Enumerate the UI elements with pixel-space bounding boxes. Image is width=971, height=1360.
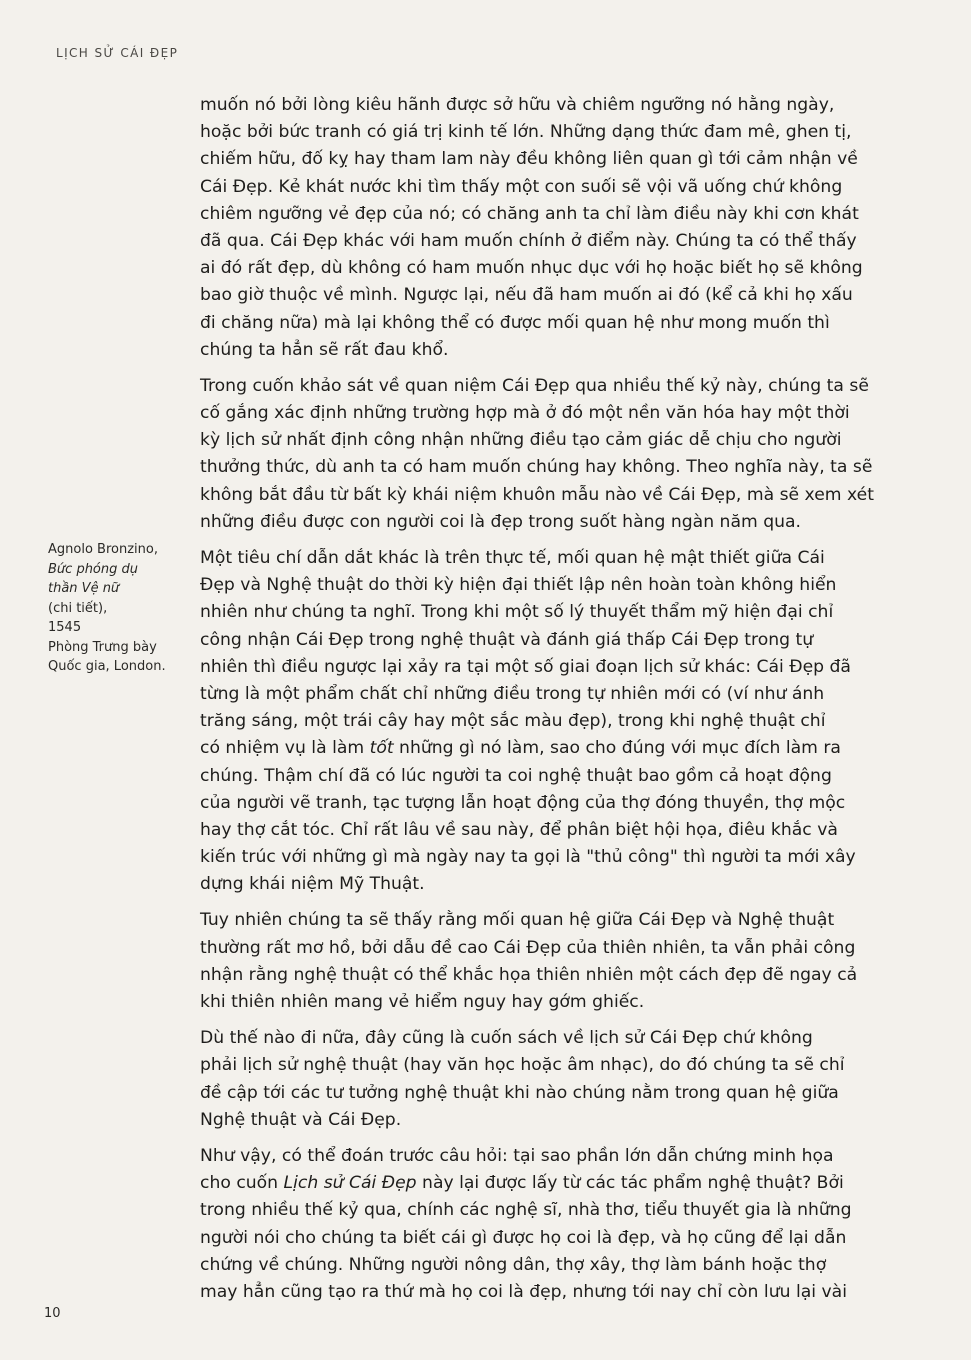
text-line [200, 627, 904, 654]
text-segment: kiến trúc với những gì mà ngày nay ta gọi là "thủ công" thì người ta mới xây [200, 847, 856, 868]
text-line [200, 228, 904, 255]
text-segment: của người vẽ tranh, tạc tượng lẫn hoạt động của thợ đóng thuyền, thợ mộc [200, 792, 846, 813]
text-segment: dựng khái niệm Mỹ Thuật. [200, 874, 425, 895]
text-line [200, 871, 904, 898]
text-line [200, 735, 904, 762]
text-segment: kỳ lịch sử nhất định công nhận những điều tạo cảm giác dễ chịu cho người [200, 430, 842, 451]
text-line [200, 545, 904, 572]
text-segment: đề cập tới các tư tưởng nghệ thuật khi nào chúng nằm trong quan hệ giữa [200, 1082, 839, 1103]
caption-title-line-2: thần Vệ nữ [48, 581, 120, 596]
paragraph [200, 373, 904, 536]
text-line [200, 1107, 904, 1134]
text-segment: chúng. Thậm chí đã có lúc người ta coi nghệ thuật bao gồm cả hoạt động [200, 765, 832, 786]
italic-text: tốt [369, 738, 394, 759]
text-line [200, 907, 904, 934]
text-segment: khi thiên nhiên mang vẻ hiểm nguy hay gớm ghiếc. [200, 992, 645, 1012]
text-segment: cho cuốn [200, 1173, 284, 1194]
text-segment: Tuy nhiên chúng ta sẽ thấy rằng mối quan hệ giữa Cái Đẹp và Nghệ thuật [200, 910, 835, 931]
text-segment: những gì nó làm, sao cho đúng với mục đích làm ra [393, 738, 841, 759]
text-segment: chúng ta hẳn sẽ rất đau khổ. [200, 339, 449, 360]
text-segment: Nghệ thuật và Cái Đẹp. [200, 1109, 402, 1130]
text-segment: hoặc bởi bức tranh có giá trị kinh tế lớn. Những dạng thức đam mê, ghen tị, [200, 122, 852, 143]
text-line [200, 1080, 904, 1107]
text-line [200, 201, 904, 228]
text-segment: muốn nó bởi lòng kiêu hãnh được sở hữu và chiêm ngưỡng nó hằng ngày, [200, 95, 835, 115]
text-line [200, 310, 904, 337]
text-line [200, 1025, 904, 1052]
text-line [200, 1279, 904, 1306]
text-line [200, 1052, 904, 1079]
text-segment: trong nhiều thế kỷ qua, chính các nghệ sĩ, nhà thơ, tiểu thuyết gia là những [200, 1200, 852, 1221]
text-line [200, 935, 904, 962]
italic-text: Lịch sử Cái Đẹp [283, 1173, 417, 1194]
paragraph [200, 1025, 904, 1134]
text-line [200, 572, 904, 599]
text-line [200, 1143, 904, 1170]
text-segment: những điều được con người coi là đẹp trong suốt hàng ngàn năm qua. [200, 511, 801, 532]
text-line [200, 654, 904, 681]
text-line [200, 400, 904, 427]
caption-title-line-1: Bức phóng dụ [48, 561, 138, 577]
text-segment: từng là một phẩm chất chỉ những điều trong tự nhiên mới có (ví như ánh [200, 683, 825, 704]
text-line [200, 599, 904, 626]
text-segment: hay thợ cắt tóc. Chỉ rất lâu về sau này, để phân biệt hội họa, điêu khắc và [200, 819, 838, 840]
text-line [200, 1197, 904, 1224]
paragraph [200, 1143, 904, 1306]
text-segment: không bắt đầu từ bất kỳ khái niệm khuôn mẫu nào về Cái Đẹp, mà sẽ xem xét [200, 484, 874, 505]
body-text [200, 92, 904, 1315]
text-segment: nhiên thì điều ngược lại xảy ra tại một số giai đoạn lịch sử khác: Cái Đẹp đã [200, 656, 851, 677]
caption-detail: (chi tiết), [48, 600, 108, 616]
paragraph [200, 545, 904, 898]
text-line [200, 844, 904, 871]
paragraph [200, 92, 904, 364]
text-segment: Dù thế nào đi nữa, đây cũng là cuốn sách về lịch sử Cái Đẹp chứ không [200, 1028, 813, 1049]
text-segment: Như vậy, có thể đoán trước câu hỏi: tại sao phần lớn dẫn chứng minh họa [200, 1145, 834, 1166]
text-segment: này lại được lấy từ các tác phẩm nghệ thuật? Bởi [416, 1173, 844, 1194]
caption-location-line-2: Quốc gia, London. [48, 659, 166, 674]
text-segment: đi chăng nữa) mà lại không thể có được mối quan hệ như mong muốn thì [200, 312, 830, 333]
text-segment: cố gắng xác định những trường hợp mà ở đó một nền văn hóa hay một thời [200, 403, 850, 424]
text-segment: thường rất mơ hồ, bởi dẫu đề cao Cái Đẹp của thiên nhiên, ta vẫn phải công [200, 937, 856, 958]
text-segment: ai đó rất đẹp, dù không có ham muốn nhục dục với họ hoặc biết họ sẽ không [200, 258, 863, 279]
text-line [200, 790, 904, 817]
text-segment: Trong cuốn khảo sát về quan niệm Cái Đẹp qua nhiều thế kỷ này, chúng ta sẽ [200, 375, 869, 396]
text-line [200, 989, 904, 1016]
text-line [200, 763, 904, 790]
text-segment: người nói cho chúng ta biết cái gì được họ coi là đẹp, và họ cũng để lại dẫn [200, 1227, 847, 1248]
text-segment: bao giờ thuộc về mình. Ngược lại, nếu đã ham muốn ai đó (kể cả khi họ xấu [200, 285, 853, 306]
text-line [200, 708, 904, 735]
text-line [200, 454, 904, 481]
paragraph [200, 907, 904, 1016]
text-segment: có nhiệm vụ là làm [200, 738, 370, 759]
caption-year: 1545 [48, 620, 82, 635]
text-segment: chiêm ngưỡng vẻ đẹp của nó; có chăng anh ta chỉ làm điều này khi cơn khát [200, 203, 859, 224]
running-head: LỊCH SỬ CÁI ĐẸP [56, 46, 179, 60]
text-line [200, 681, 904, 708]
text-line [200, 373, 904, 400]
text-line [200, 255, 904, 282]
text-segment: nhiên như chúng ta nghĩ. Trong khi một số lý thuyết thẩm mỹ hiện đại chỉ [200, 602, 834, 623]
text-segment: trăng sáng, một trái cây hay một sắc màu đẹp), trong khi nghệ thuật chỉ [200, 711, 826, 732]
page-number: 10 [44, 1306, 61, 1321]
text-segment: đã qua. Cái Đẹp khác với ham muốn chính ở điểm này. Chúng ta có thể thấy [200, 230, 857, 251]
text-segment: chiếm hữu, đố kỵ hay tham lam này đều không liên quan gì tới cảm nhận về [200, 149, 858, 170]
text-segment: Cái Đẹp. Kẻ khát nước khi tìm thấy một con suối sẽ vội vã uống chứ không [200, 176, 843, 197]
text-line [200, 817, 904, 844]
text-line [200, 92, 904, 119]
text-segment: công nhận Cái Đẹp trong nghệ thuật và đánh giá thấp Cái Đẹp trong tự [200, 629, 814, 650]
text-line [200, 427, 904, 454]
text-line [200, 482, 904, 509]
figure-caption [48, 540, 198, 677]
text-line [200, 119, 904, 146]
text-line [200, 337, 904, 364]
text-segment: thưởng thức, dù anh ta có ham muốn chúng hay không. Theo nghĩa này, ta sẽ [200, 457, 873, 478]
text-segment: chứng về chúng. Những người nông dân, thợ xây, thợ làm bánh hoặc thợ [200, 1254, 827, 1275]
text-line [200, 146, 904, 173]
caption-location-line-1: Phòng Trưng bày [48, 639, 157, 655]
text-line [200, 174, 904, 201]
text-segment: nhận rằng nghệ thuật có thể khắc họa thiên nhiên một cách đẹp đẽ ngay cả [200, 964, 858, 985]
text-segment: may hẳn cũng tạo ra thứ mà họ coi là đẹp, nhưng tới nay chỉ còn lưu lại vài [200, 1281, 847, 1302]
text-line [200, 509, 904, 536]
caption-artist: Agnolo Bronzino, [48, 542, 158, 557]
text-segment: phải lịch sử nghệ thuật (hay văn học hoặc âm nhạc), do đó chúng ta sẽ chỉ [200, 1055, 845, 1076]
text-segment: Một tiêu chí dẫn dắt khác là trên thực tế, mối quan hệ mật thiết giữa Cái [200, 548, 825, 568]
text-line [200, 282, 904, 309]
text-segment: Đẹp và Nghệ thuật do thời kỳ hiện đại thiết lập nên hoàn toàn không hiển [200, 575, 837, 596]
text-line [200, 962, 904, 989]
text-line [200, 1252, 904, 1279]
text-line [200, 1225, 904, 1252]
text-line [200, 1170, 904, 1197]
